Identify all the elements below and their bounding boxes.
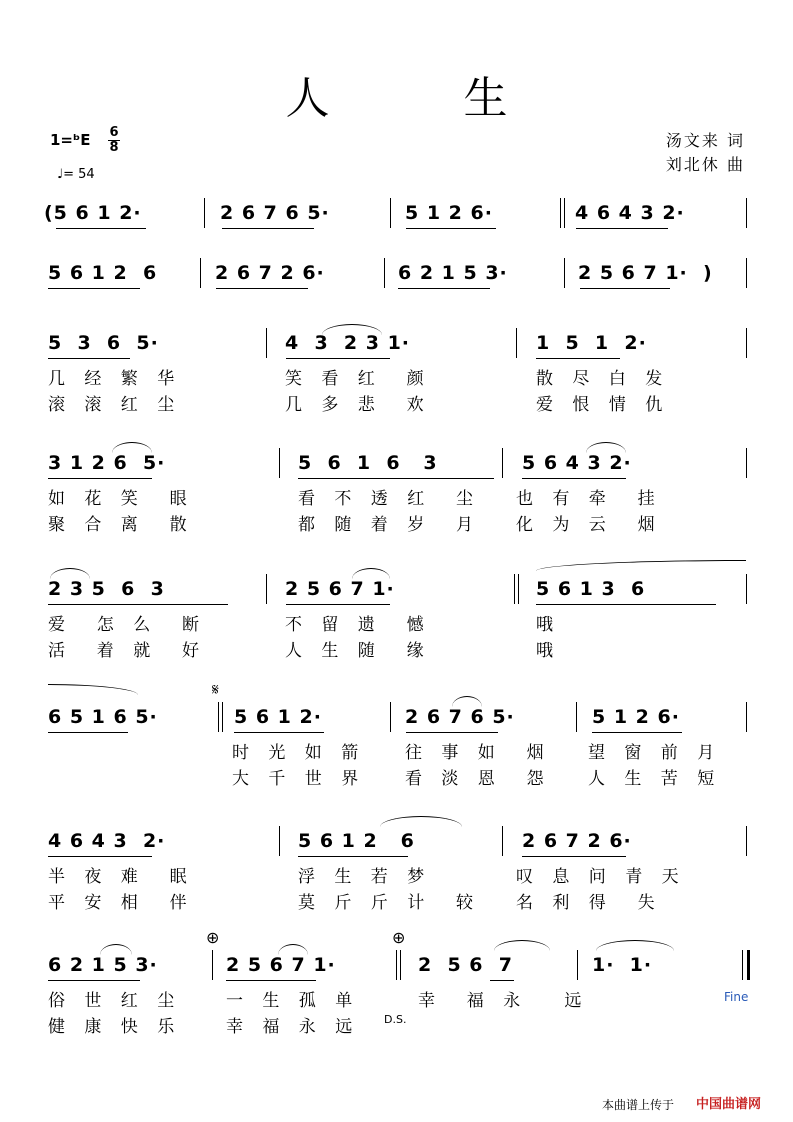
segno-icon: 𝄋: [212, 680, 219, 699]
lyric-line: 浮 生 若 梦: [298, 867, 432, 887]
measure: 4 3 2 3 1·: [285, 332, 411, 354]
song-title: 人 生: [285, 73, 568, 124]
lyric-line: 活 着 就 好: [48, 641, 207, 661]
lyric-line: 滚 滚 红 尘: [48, 395, 182, 415]
lyric-line: 望 窗 前 月: [588, 743, 722, 763]
lyric-line: 聚 合 离 散: [48, 515, 194, 535]
lyric-line: 不 留 遗 憾: [285, 615, 431, 635]
key-signature: 1=ᵇE: [50, 131, 91, 149]
lyric-line: 看 淡 恩 怨: [405, 769, 551, 789]
score-system-5: [0, 578, 793, 678]
measure: 6 2 1 5 3·: [48, 954, 158, 976]
measure: 2 5 6 7 1· ): [578, 262, 713, 284]
score-system-7: [0, 830, 793, 930]
coda-icon: ⊕: [392, 928, 406, 947]
lyric-line: 都 随 着 岁 月: [298, 515, 481, 535]
lyric-line: 如 花 笑 眼: [48, 489, 194, 509]
lyric-line: 叹 息 问 青 天: [516, 867, 686, 887]
lyric-line: 笑 看 红 颜: [285, 369, 431, 389]
measure: 3 1 2 6 5·: [48, 452, 166, 474]
lyric-line: 哦: [536, 615, 560, 635]
measure: 6 2 1 5 3·: [398, 262, 508, 284]
lyric-line: 半 夜 难 眠: [48, 867, 194, 887]
site-logo[interactable]: 中国曲谱网: [696, 1097, 762, 1112]
score-system-8: [0, 928, 793, 1054]
measure: 2 5 6 7 1·: [226, 954, 336, 976]
measure: 5 6 1 3 6: [536, 578, 646, 600]
fine-mark: Fine: [724, 990, 749, 1004]
lyric-line: 一 生 孤 单: [226, 991, 360, 1011]
measure: 5 6 1 2 6: [48, 262, 158, 284]
score-system-4: [0, 452, 793, 552]
measure: (5 6 1 2·: [44, 202, 142, 224]
lyric-line: 几 多 悲 欢: [285, 395, 431, 415]
lyric-line: 幸 福 永 远: [226, 1017, 360, 1037]
measure: 2 3 5 6 3: [48, 578, 165, 600]
measure: 2 5 6 7: [418, 954, 513, 976]
lyric-line: 莫 斤 斤 计 较: [298, 893, 481, 913]
measure: 5 3 6 5·: [48, 332, 159, 354]
measure: 5 1 2 6·: [405, 202, 493, 224]
measure: 2 6 7 6 5·: [220, 202, 330, 224]
measure: 5 6 1 2 6: [298, 830, 415, 852]
measure: 1· 1·: [592, 954, 653, 976]
footer-text: 本曲谱上传于: [602, 1098, 675, 1112]
lyric-line: 人 生 随 缘: [285, 641, 431, 661]
ds-mark: D.S.: [384, 1013, 407, 1026]
lyric-line: 俗 世 红 尘: [48, 991, 182, 1011]
measure: 4 6 4 3 2·: [48, 830, 166, 852]
lyric-line: 人 生 苦 短: [588, 769, 722, 789]
measure: 2 6 7 2 6·: [215, 262, 325, 284]
measure: 5 1 2 6·: [592, 706, 680, 728]
lyric-line: 几 经 繁 华: [48, 369, 182, 389]
coda-icon: ⊕: [206, 928, 220, 947]
lyric-line: 健 康 快 乐: [48, 1017, 182, 1037]
measure: 2 6 7 6 5·: [405, 706, 515, 728]
time-top: 6: [109, 125, 119, 140]
lyric-line: 也 有 牵 挂: [516, 489, 662, 509]
lyric-line: 哦: [536, 641, 560, 661]
tempo-mark: ♩= 54: [57, 167, 95, 182]
time-bottom: 8: [109, 140, 119, 155]
score-system-6: [0, 680, 793, 806]
measure: 6 5 1 6 5·: [48, 706, 158, 728]
lyric-line: 大 千 世 界: [232, 769, 366, 789]
measure: 2 6 7 2 6·: [522, 830, 632, 852]
lyric-line: 看 不 透 红 尘: [298, 489, 481, 509]
lyric-line: 往 事 如 烟: [405, 743, 551, 763]
lyric-line: 爱 恨 情 仇: [536, 395, 670, 415]
measure: 5 6 4 3 2·: [522, 452, 632, 474]
score-system-3: [0, 332, 793, 432]
lyric-line: 散 尽 白 发: [536, 369, 670, 389]
lyric-line: 名 利 得 失: [516, 893, 662, 913]
measure: 5 6 1 6 3: [298, 452, 438, 474]
measure: 4 6 4 3 2·: [575, 202, 685, 224]
lyric-line: 时 光 如 箭: [232, 743, 366, 763]
lyricist: 汤文来 词: [665, 131, 745, 150]
measure: 2 5 6 7 1·: [285, 578, 395, 600]
measure: 5 6 1 2·: [234, 706, 322, 728]
composer: 刘北休 曲: [665, 155, 745, 174]
lyric-line: 平 安 相 伴: [48, 893, 194, 913]
time-signature: [108, 126, 120, 155]
lyric-line: 化 为 云 烟: [516, 515, 662, 535]
lyric-line: 幸 福 永 远: [418, 991, 589, 1011]
lyric-line: 爱 怎 么 断: [48, 615, 207, 635]
measure: 1 5 1 2·: [536, 332, 647, 354]
